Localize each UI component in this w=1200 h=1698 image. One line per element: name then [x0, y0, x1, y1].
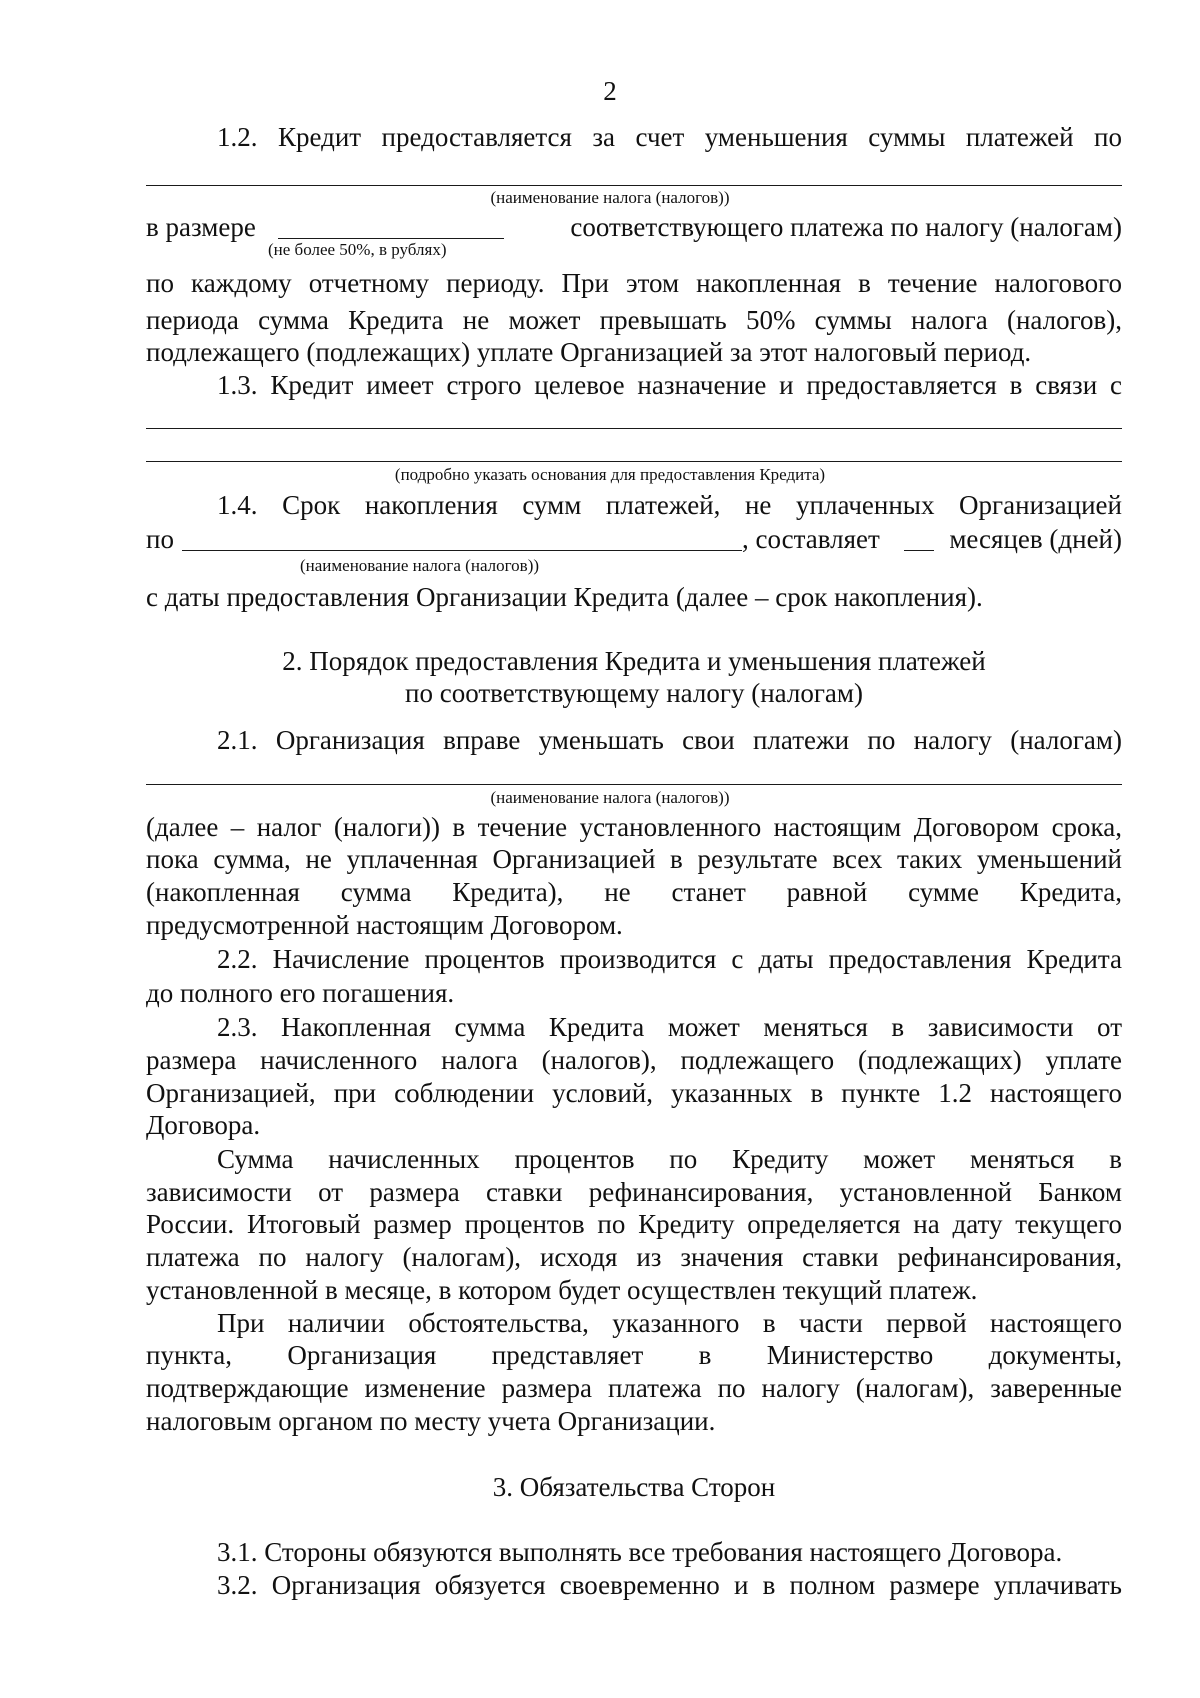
clause-3-2-line-1: 3.2. Организация обязуется своевременно и в полном размере уплачивать: [217, 1570, 1122, 1600]
amount-blank-line: [278, 238, 504, 239]
clause-1-2-line-3: периода сумма Кредита не может превышать 50% суммы налога (налогов),: [146, 305, 1122, 335]
caption-basis: (подробно указать основания для предоставления Кредита): [394, 465, 826, 484]
clause-2-3-line-1: 2.3. Накопленная сумма Кредита может меняться в зависимости от: [217, 1012, 1122, 1042]
caption-amount: (не более 50%, в рублях): [268, 240, 447, 259]
clause-2-3-line-4: Договора.: [146, 1110, 261, 1140]
section-3-heading: 3. Обязательства Сторон: [492, 1472, 776, 1502]
clause-2-3-line-3: Организацией, при соблюдении условий, указанных в пункте 1.2 настоящего: [146, 1078, 1122, 1108]
clause-2-1-line-1: 2.1. Организация вправе уменьшать свои платежи по налогу (налогам): [217, 725, 1122, 755]
caption-tax-name-3: (наименование налога (налогов)): [490, 788, 730, 807]
clause-2-3b-line-2: зависимости от размера ставки рефинансирования, установленной Банком: [146, 1177, 1122, 1207]
section-2-heading-line-1: 2. Порядок предоставления Кредита и уменьшения платежей: [282, 646, 986, 676]
clause-2-3b-line-3: России. Итоговый размер процентов по Кредиту определяется на дату текущего: [146, 1209, 1122, 1239]
clause-2-1-line-3: пока сумма, не уплаченная Организацией в результате всех таких уменьшений: [146, 844, 1122, 874]
clause-2-2-line-1: 2.2. Начисление процентов производится с даты предоставления Кредита: [217, 944, 1122, 974]
tax-name-blank-line-3: [146, 784, 1122, 785]
clause-1-2-amount-suffix: соответствующего платежа по налогу (налогам): [570, 212, 1122, 242]
caption-tax-name: (наименование налога (налогов)): [490, 188, 730, 207]
clause-1-4-line-1: 1.4. Срок накопления сумм платежей, не уплаченных Организацией: [217, 490, 1122, 520]
section-2-heading-line-2: по соответствующему налогу (налогам): [405, 678, 863, 708]
clause-2-3c-line-3: подтверждающие изменение размера платежа по налогу (налогам), заверенные: [146, 1373, 1122, 1403]
clause-2-1-line-2: (далее – налог (налоги)) в течение установленного настоящим Договором срока,: [146, 812, 1122, 842]
clause-1-3-line-1: 1.3. Кредит имеет строго целевое назначение и предоставляется в связи с: [217, 370, 1122, 400]
clause-1-4-suffix: месяцев (дней): [949, 524, 1122, 554]
clause-2-3c-line-4: налоговым органом по месту учета Организации.: [146, 1406, 716, 1436]
clause-2-1-line-4: (накопленная сумма Кредита), не станет равной сумме Кредита,: [146, 877, 1122, 907]
basis-blank-line-1: [146, 428, 1122, 429]
page-number: 2: [603, 76, 617, 106]
basis-blank-line-2: [146, 461, 1122, 462]
clause-2-1-line-5: предусмотренной настоящим Договором.: [146, 910, 623, 940]
clause-1-2-line-4: подлежащего (подлежащих) уплате Организацией за этот налоговый период.: [146, 337, 1032, 367]
clause-2-3b-line-4: платежа по налогу (налогам), исходя из значения ставки рефинансирования,: [146, 1242, 1122, 1272]
clause-2-3-line-2: размера начисленного налога (налогов), подлежащего (подлежащих) уплате: [146, 1045, 1122, 1075]
clause-1-2-amount-prefix: в размере: [146, 212, 256, 242]
clause-1-4-prefix: по: [146, 524, 174, 554]
tax-name-blank-line-2: [182, 550, 742, 551]
clause-2-3c-line-2: пункта, Организация представляет в Министерство документы,: [146, 1340, 1122, 1370]
months-blank-line: [904, 550, 934, 551]
clause-1-4-line-3: с даты предоставления Организации Кредита (далее – срок накопления).: [146, 582, 983, 612]
caption-tax-name-2: (наименование налога (налогов)): [300, 556, 540, 575]
clause-1-2-line-1: 1.2. Кредит предоставляется за счет уменьшения суммы платежей по: [217, 122, 1122, 152]
clause-2-3b-line-5: установленной в месяце, в котором будет осуществлен текущий платеж.: [146, 1275, 978, 1305]
clause-2-3b-line-1: Сумма начисленных процентов по Кредиту может меняться в: [217, 1144, 1122, 1174]
clause-1-4-middle: , составляет: [742, 524, 880, 554]
clause-3-1-line-1: 3.1. Стороны обязуются выполнять все требования настоящего Договора.: [217, 1537, 1063, 1567]
clause-2-3c-line-1: При наличии обстоятельства, указанного в части первой настоящего: [217, 1308, 1122, 1338]
clause-2-2-line-2: до полного его погашения.: [146, 978, 455, 1008]
tax-name-blank-line: [146, 185, 1122, 186]
clause-1-2-line-2: по каждому отчетному периоду. При этом накопленная в течение налогового: [146, 268, 1122, 298]
